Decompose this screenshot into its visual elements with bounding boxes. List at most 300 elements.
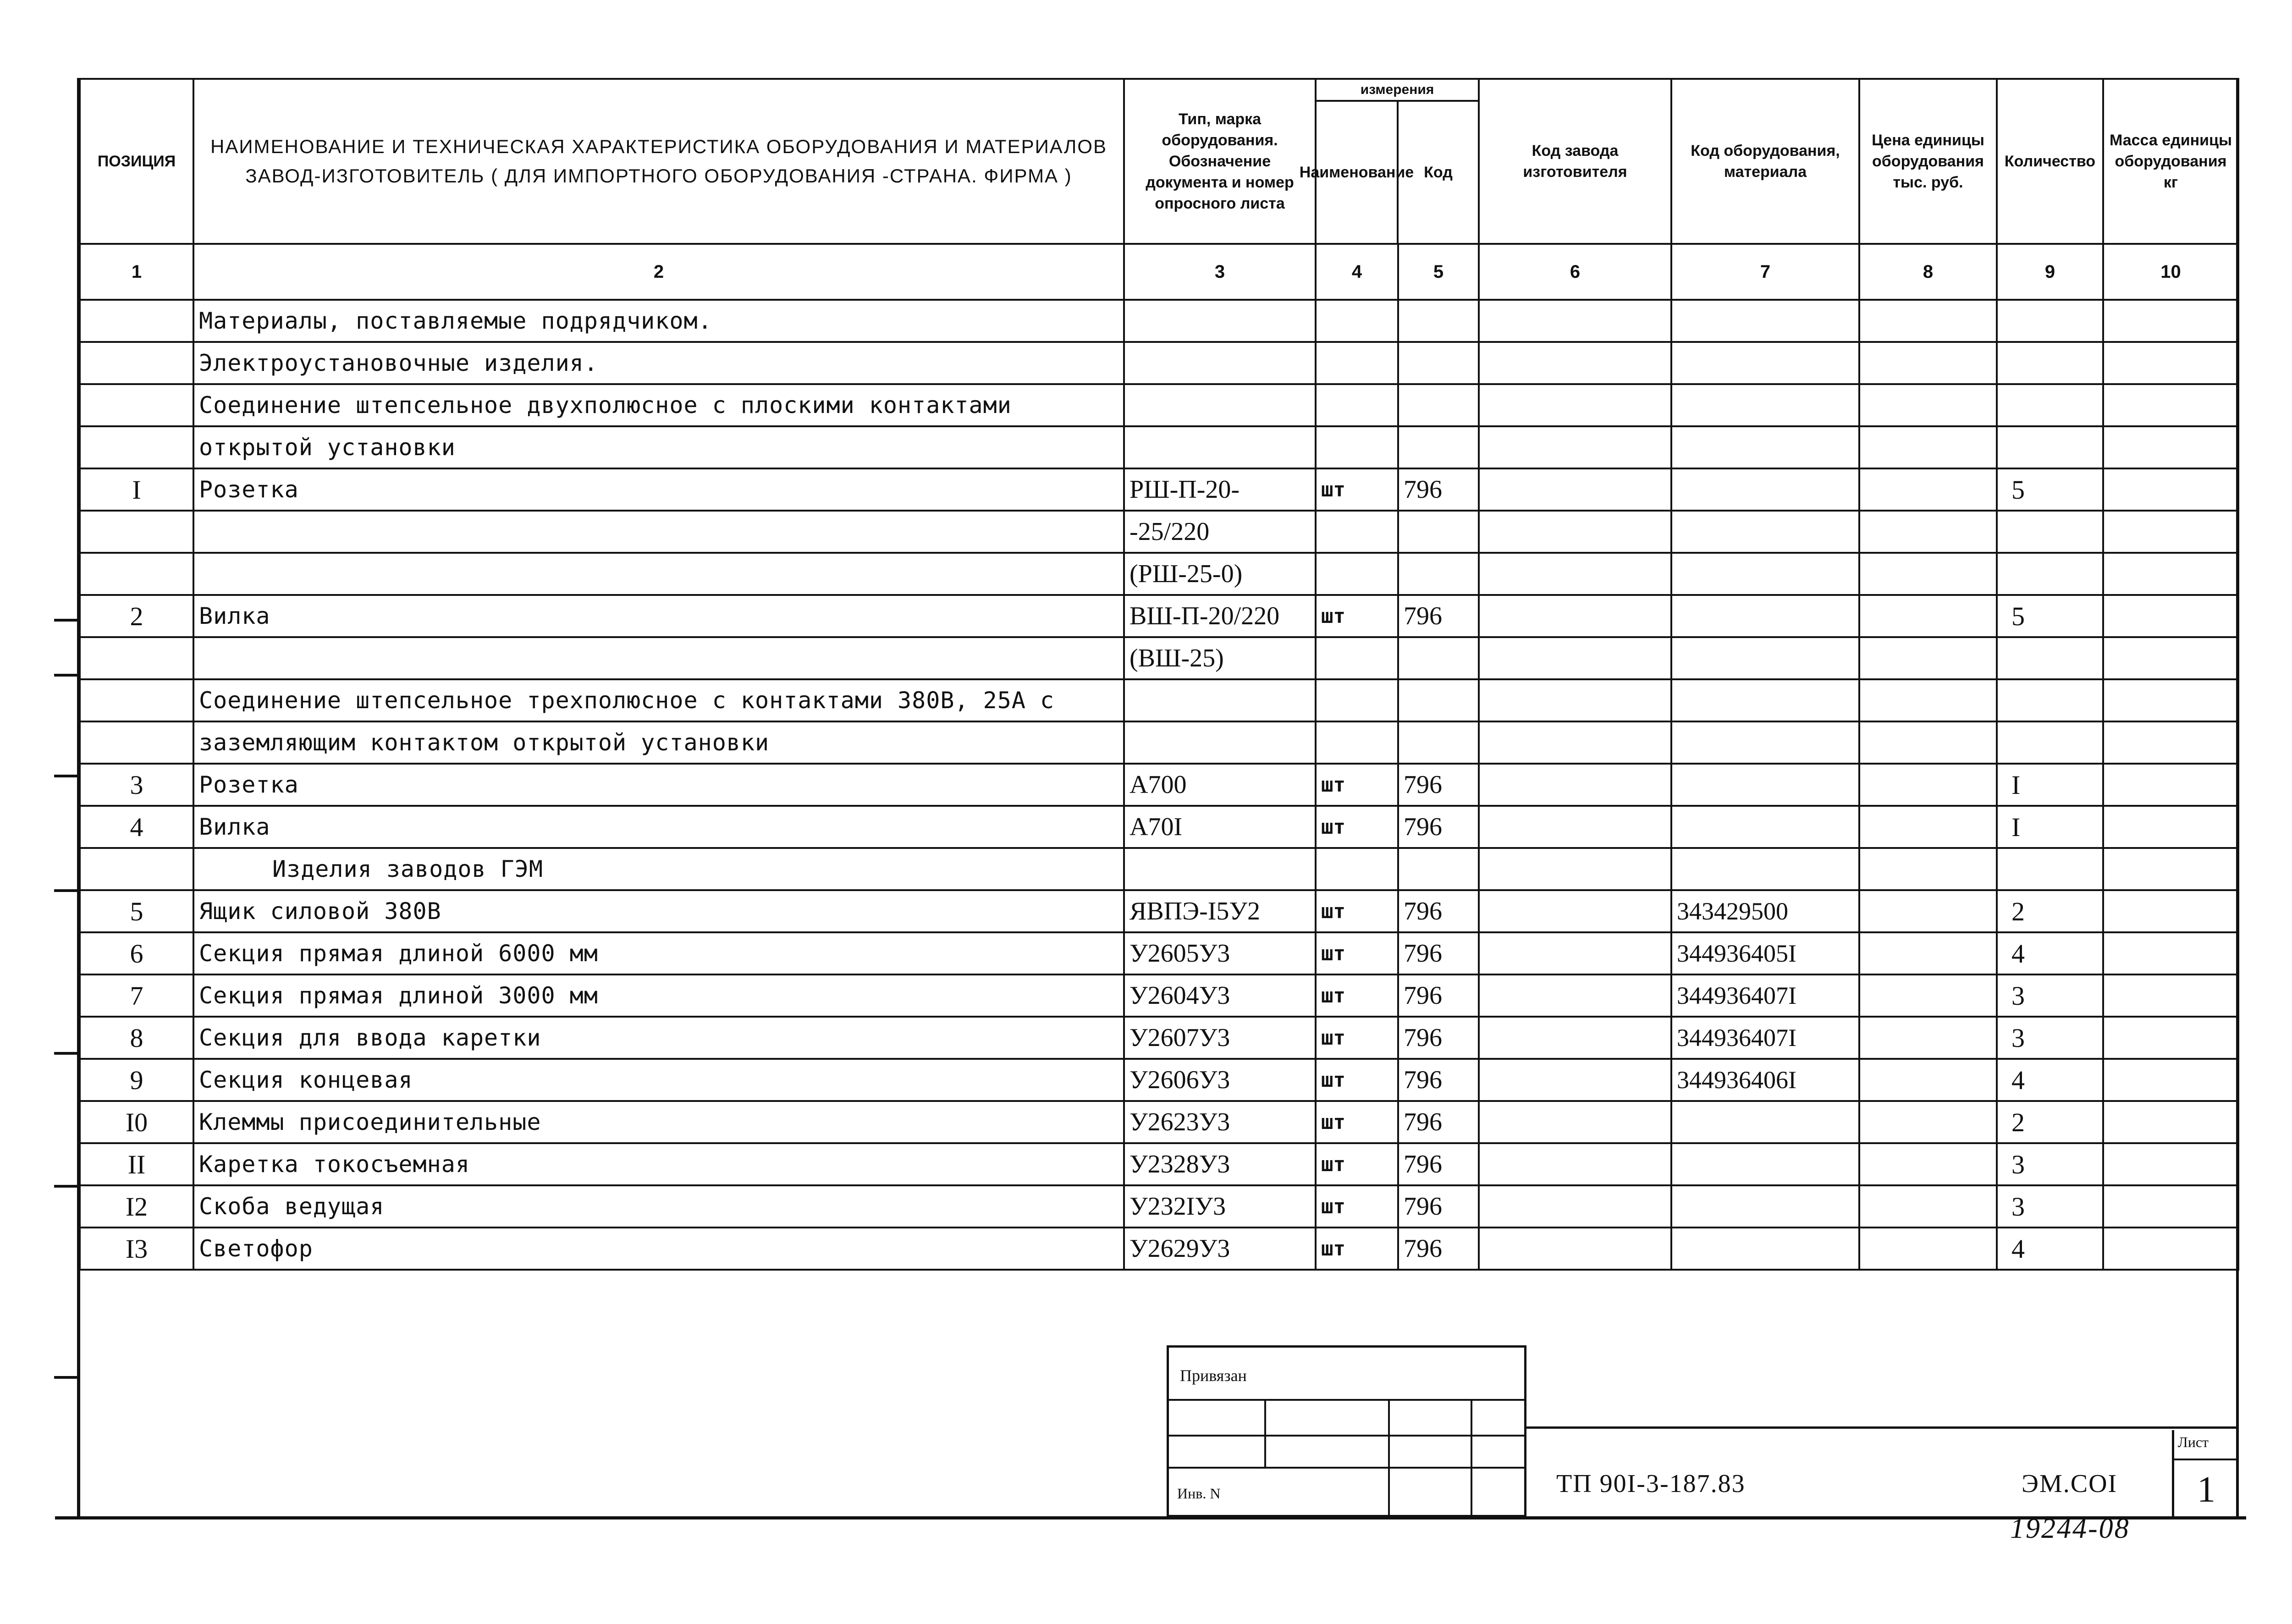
cell-type: У2328У3 [1124,1143,1316,1185]
stamp-line [1388,1399,1390,1517]
cell-factory-code [1479,1101,1671,1143]
cell-unit-price [1859,679,1997,721]
cell-factory-code [1479,764,1671,806]
cell-unit-mass [2103,1185,2238,1228]
cell-quantity: 4 [1997,1228,2103,1270]
column-number-row [80,244,2238,300]
cell-equipment-code [1671,511,1859,553]
table-row [80,848,2238,890]
cell-position [80,426,193,468]
cell-factory-code [1479,974,1671,1017]
cell-name: Секция прямая длиной 3000 мм [193,974,1124,1017]
cell-unit-mass [2103,1059,2238,1101]
cell-quantity: 2 [1997,890,2103,932]
header-unit-group [1299,79,1479,244]
cell-name: Скоба ведущая [193,1185,1124,1228]
cell-position [80,848,193,890]
cell-position: 8 [80,1017,193,1059]
column-number: 4 [1316,244,1398,300]
cell-unit-mass [2103,511,2238,553]
table-row [80,1185,2238,1228]
cell-type: У2604У3 [1124,974,1316,1017]
cell-equipment-code [1671,764,1859,806]
cell-equipment-code: 343429500 [1671,890,1859,932]
cell-unit-price [1859,974,1997,1017]
cell-quantity [1997,342,2103,384]
cell-equipment-code [1671,300,1859,342]
table-row [80,679,2238,721]
cell-unit-code [1398,511,1479,553]
header-row [80,79,2238,244]
table-row [80,342,2238,384]
cell-unit-code: 796 [1398,806,1479,848]
cell-quantity [1997,553,2103,595]
table-row [80,932,2238,974]
cell-factory-code [1479,1228,1671,1270]
table-row [80,1101,2238,1143]
cell-name: Розетка [193,764,1124,806]
cell-unit-mass [2103,848,2238,890]
cell-unit-code: 796 [1398,1017,1479,1059]
sheet-number: 1 [2197,1470,2215,1510]
cell-factory-code [1479,679,1671,721]
cell-unit-code: 796 [1398,932,1479,974]
cell-unit [1316,426,1398,468]
binding-tick [54,1376,79,1379]
cell-unit-price [1859,637,1997,679]
binding-tick [54,1185,79,1188]
cell-unit-price [1859,595,1997,637]
cell-name: Вилка [193,595,1124,637]
cell-unit-code [1398,300,1479,342]
cell-equipment-code: 344936407I [1671,974,1859,1017]
cell-unit: шт [1316,468,1398,511]
cell-unit [1316,553,1398,595]
cell-unit-price [1859,848,1997,890]
binding-tick [54,619,79,622]
cell-equipment-code: 344936405I [1671,932,1859,974]
cell-name: Светофор [193,1228,1124,1270]
cell-unit-mass [2103,342,2238,384]
cell-unit-code [1398,342,1479,384]
cell-type [1124,300,1316,342]
frame-bottom-border [55,1516,2246,1519]
cell-unit-price [1859,553,1997,595]
cell-unit: шт [1316,806,1398,848]
cell-position [80,637,193,679]
title-block-top-line [1526,1426,2237,1429]
cell-type [1124,721,1316,764]
table-row [80,974,2238,1017]
binding-tick [54,674,79,677]
table-row [80,1228,2238,1270]
table-row [80,300,2238,342]
cell-quantity: 3 [1997,1143,2103,1185]
stamp-line [1471,1399,1472,1517]
cell-type: А700 [1124,764,1316,806]
cell-name: Вилка [193,806,1124,848]
cell-position [80,342,193,384]
cell-unit [1316,511,1398,553]
cell-unit-mass [2103,1143,2238,1185]
cell-unit-code: 796 [1398,1228,1479,1270]
cell-name: заземляющим контактом открытой установки [193,721,1124,764]
cell-type [1124,342,1316,384]
header-name-line2: ЗАВОД-ИЗГОТОВИТЕЛЬ ( ДЛЯ ИМПОРТНОГО ОБОРУДОВАНИЯ -СТРАНА. ФИРМА ) [245,165,1072,187]
cell-unit-mass [2103,764,2238,806]
cell-quantity: I [1997,764,2103,806]
cell-type: У2623У3 [1124,1101,1316,1143]
binding-tick [54,1052,79,1055]
cell-unit-code [1398,384,1479,426]
cell-unit-code: 796 [1398,764,1479,806]
cell-factory-code [1479,1143,1671,1185]
sheet-box-line [2174,1459,2238,1460]
cell-name [193,553,1124,595]
cell-unit-price [1859,1143,1997,1185]
column-number: 5 [1398,244,1479,300]
cell-position: 4 [80,806,193,848]
table-row [80,806,2238,848]
cell-equipment-code [1671,384,1859,426]
header-factory-code: Код завода изготовителя [1479,79,1671,244]
cell-unit-code [1398,426,1479,468]
cell-unit-price [1859,1059,1997,1101]
cell-unit-code: 796 [1398,974,1479,1017]
cell-equipment-code [1671,679,1859,721]
cell-name: Секция для ввода каретки [193,1017,1124,1059]
cell-unit-code: 796 [1398,1185,1479,1228]
cell-unit: шт [1316,764,1398,806]
cell-equipment-code [1671,595,1859,637]
cell-unit-code: 796 [1398,890,1479,932]
binding-stamp [1167,1345,1526,1517]
cell-quantity: 5 [1997,595,2103,637]
cell-unit-price [1859,1185,1997,1228]
cell-unit-price [1859,1101,1997,1143]
binding-tick [54,889,79,892]
cell-quantity: 5 [1997,468,2103,511]
cell-unit-mass [2103,468,2238,511]
cell-factory-code [1479,342,1671,384]
cell-factory-code [1479,300,1671,342]
cell-unit-mass [2103,679,2238,721]
column-number: 7 [1671,244,1859,300]
cell-type: У2607У3 [1124,1017,1316,1059]
cell-unit-code [1398,637,1479,679]
cell-equipment-code [1671,721,1859,764]
cell-name: Каретка токосъемная [193,1143,1124,1185]
cell-unit-mass [2103,806,2238,848]
cell-unit-price [1859,384,1997,426]
cell-unit-code [1398,721,1479,764]
cell-factory-code [1479,1059,1671,1101]
cell-name [193,637,1124,679]
table-row [80,721,2238,764]
cell-quantity [1997,511,2103,553]
cell-unit-mass [2103,721,2238,764]
sheet-label: Лист [2178,1434,2209,1450]
cell-name: открытой установки [193,426,1124,468]
cell-factory-code [1479,890,1671,932]
cell-quantity: 4 [1997,1059,2103,1101]
cell-type: (РШ-25-0) [1124,553,1316,595]
cell-unit: шт [1316,1059,1398,1101]
cell-position: 2 [80,595,193,637]
cell-position: I3 [80,1228,193,1270]
cell-unit-mass [2103,974,2238,1017]
cell-type: У2629У3 [1124,1228,1316,1270]
cell-unit-price [1859,300,1997,342]
binding-tick [54,775,79,777]
table-row [80,890,2238,932]
cell-unit-mass [2103,890,2238,932]
cell-position: I0 [80,1101,193,1143]
cell-type: РШ-П-20- [1124,468,1316,511]
cell-unit-price [1859,511,1997,553]
header-type: Тип, марка оборудования. Обозначение документа и номер опросного листа [1124,79,1316,244]
stamp-line [1264,1399,1266,1467]
cell-unit-mass [2103,1228,2238,1270]
cell-factory-code [1479,721,1671,764]
cell-factory-code [1479,468,1671,511]
cell-quantity: 3 [1997,1017,2103,1059]
cell-unit-mass [2103,1017,2238,1059]
cell-position [80,300,193,342]
cell-name: Соединение штепсельное трехполюсное с контактами 380В, 25А с [193,679,1124,721]
handwritten-archive-number: 19244-08 [2010,1513,2130,1544]
cell-factory-code [1479,384,1671,426]
cell-unit-price [1859,806,1997,848]
header-unit-title: измерения [1317,80,1478,102]
cell-unit [1316,848,1398,890]
cell-unit-code: 796 [1398,1143,1479,1185]
cell-position: I [80,468,193,511]
cell-type [1124,426,1316,468]
cell-factory-code [1479,426,1671,468]
column-number: 3 [1124,244,1316,300]
cell-name: Изделия заводов ГЭМ [193,848,1124,890]
cell-unit: шт [1316,1101,1398,1143]
cell-factory-code [1479,637,1671,679]
cell-unit [1316,679,1398,721]
cell-type: У232IУ3 [1124,1185,1316,1228]
cell-quantity [1997,721,2103,764]
cell-equipment-code [1671,1143,1859,1185]
cell-unit: шт [1316,1143,1398,1185]
cell-unit-price [1859,932,1997,974]
table-row [80,384,2238,426]
header-quantity: Количество [1997,79,2103,244]
table-row [80,764,2238,806]
cell-factory-code [1479,553,1671,595]
cell-factory-code [1479,1185,1671,1228]
cell-name: Ящик силовой 380В [193,890,1124,932]
cell-position [80,679,193,721]
cell-equipment-code [1671,637,1859,679]
cell-quantity [1997,300,2103,342]
cell-unit [1316,300,1398,342]
cell-type: ЯВПЭ-I5У2 [1124,890,1316,932]
column-number: 6 [1479,244,1671,300]
cell-unit-mass [2103,300,2238,342]
header-unit-price: Цена единицы оборудования тыс. руб. [1859,79,1997,244]
document-number: ТП 90I-3-187.83 [1556,1470,1746,1498]
cell-unit: шт [1316,890,1398,932]
table-row [80,637,2238,679]
cell-factory-code [1479,848,1671,890]
column-number: 10 [2103,244,2238,300]
cell-equipment-code [1671,1185,1859,1228]
cell-position: 7 [80,974,193,1017]
cell-name: Секция прямая длиной 6000 мм [193,932,1124,974]
column-number: 8 [1859,244,1997,300]
cell-unit-mass [2103,426,2238,468]
cell-unit-code: 796 [1398,1059,1479,1101]
cell-unit-price [1859,468,1997,511]
cell-type: У2606У3 [1124,1059,1316,1101]
cell-position: 3 [80,764,193,806]
cell-unit [1316,721,1398,764]
cell-quantity [1997,848,2103,890]
cell-quantity [1997,384,2103,426]
cell-unit-code: 796 [1398,595,1479,637]
cell-position: 9 [80,1059,193,1101]
cell-unit-code [1398,553,1479,595]
table-row [80,1143,2238,1185]
cell-type [1124,384,1316,426]
cell-type: ВШ-П-20/220 [1124,595,1316,637]
header-position: ПОЗИЦИЯ [80,79,193,244]
cell-name: Клеммы присоединительные [193,1101,1124,1143]
cell-quantity: 2 [1997,1101,2103,1143]
stamp-tied-label: Привязан [1180,1366,1247,1385]
cell-equipment-code [1671,1101,1859,1143]
cell-name: Материалы, поставляемые подрядчиком. [193,300,1124,342]
cell-equipment-code [1671,848,1859,890]
cell-position: 6 [80,932,193,974]
document-code: ЭМ.СОI [2022,1470,2118,1498]
table-row [80,553,2238,595]
cell-unit-code [1398,679,1479,721]
cell-position: 5 [80,890,193,932]
cell-equipment-code: 344936406I [1671,1059,1859,1101]
cell-quantity [1997,679,2103,721]
stamp-inventory-label: Инв. N [1177,1485,1221,1502]
cell-unit-mass [2103,595,2238,637]
cell-type [1124,848,1316,890]
column-number: 1 [80,244,193,300]
cell-equipment-code [1671,553,1859,595]
header-equipment-code: Код оборудования, материала [1671,79,1859,244]
cell-unit-mass [2103,553,2238,595]
cell-unit: шт [1316,974,1398,1017]
cell-name: Секция концевая [193,1059,1124,1101]
table-row [80,595,2238,637]
table-row [80,511,2238,553]
cell-position: II [80,1143,193,1185]
cell-unit-mass [2103,384,2238,426]
cell-equipment-code: 344936407I [1671,1017,1859,1059]
cell-position [80,721,193,764]
specification-body [80,300,2238,1270]
table-row [80,468,2238,511]
cell-unit: шт [1316,1228,1398,1270]
cell-name: Розетка [193,468,1124,511]
cell-factory-code [1479,511,1671,553]
cell-position [80,511,193,553]
cell-quantity [1997,637,2103,679]
cell-unit-code: 796 [1398,468,1479,511]
cell-equipment-code [1671,342,1859,384]
cell-unit: шт [1316,1017,1398,1059]
cell-unit [1316,637,1398,679]
cell-unit-price [1859,721,1997,764]
cell-factory-code [1479,932,1671,974]
cell-name: Электроустановочные изделия. [193,342,1124,384]
table-row [80,1059,2238,1101]
column-number: 2 [193,244,1124,300]
cell-unit: шт [1316,1185,1398,1228]
cell-position: I2 [80,1185,193,1228]
header-unit-name: Наименование [1317,102,1399,243]
cell-position [80,553,193,595]
cell-type: У2605У3 [1124,932,1316,974]
cell-quantity: 3 [1997,974,2103,1017]
cell-type: (ВШ-25) [1124,637,1316,679]
cell-quantity: 3 [1997,1185,2103,1228]
table-row [80,1017,2238,1059]
cell-factory-code [1479,595,1671,637]
cell-unit [1316,342,1398,384]
cell-unit-price [1859,426,1997,468]
cell-unit-price [1859,764,1997,806]
cell-type: -25/220 [1124,511,1316,553]
header-name [193,79,1124,244]
cell-unit: шт [1316,932,1398,974]
sheet-number-box [2172,1430,2238,1519]
column-number: 9 [1997,244,2103,300]
cell-equipment-code [1671,1228,1859,1270]
table-row [80,426,2238,468]
cell-name: Соединение штепсельное двухполюсное с плоскими контактами [193,384,1124,426]
cell-position [80,384,193,426]
cell-factory-code [1479,1017,1671,1059]
cell-unit-code: 796 [1398,1101,1479,1143]
cell-equipment-code [1671,468,1859,511]
cell-name [193,511,1124,553]
header-unit-code: Код [1424,164,1453,181]
cell-unit [1316,384,1398,426]
cell-factory-code [1479,806,1671,848]
specification-table [79,78,2239,1271]
cell-unit-mass [2103,932,2238,974]
cell-quantity [1997,426,2103,468]
cell-unit-price [1859,1228,1997,1270]
cell-unit-price [1859,342,1997,384]
cell-unit-mass [2103,637,2238,679]
header-name-line1: НАИМЕНОВАНИЕ И ТЕХНИЧЕСКАЯ ХАРАКТЕРИСТИКА ОБОРУДОВАНИЯ И МАТЕРИАЛОВ [210,136,1107,157]
cell-type [1124,679,1316,721]
cell-unit-price [1859,1017,1997,1059]
cell-equipment-code [1671,426,1859,468]
cell-quantity: 4 [1997,932,2103,974]
cell-equipment-code [1671,806,1859,848]
cell-type: А70I [1124,806,1316,848]
cell-unit-price [1859,890,1997,932]
cell-unit: шт [1316,595,1398,637]
header-unit-mass: Масса единицы оборудования кг [2103,79,2238,244]
